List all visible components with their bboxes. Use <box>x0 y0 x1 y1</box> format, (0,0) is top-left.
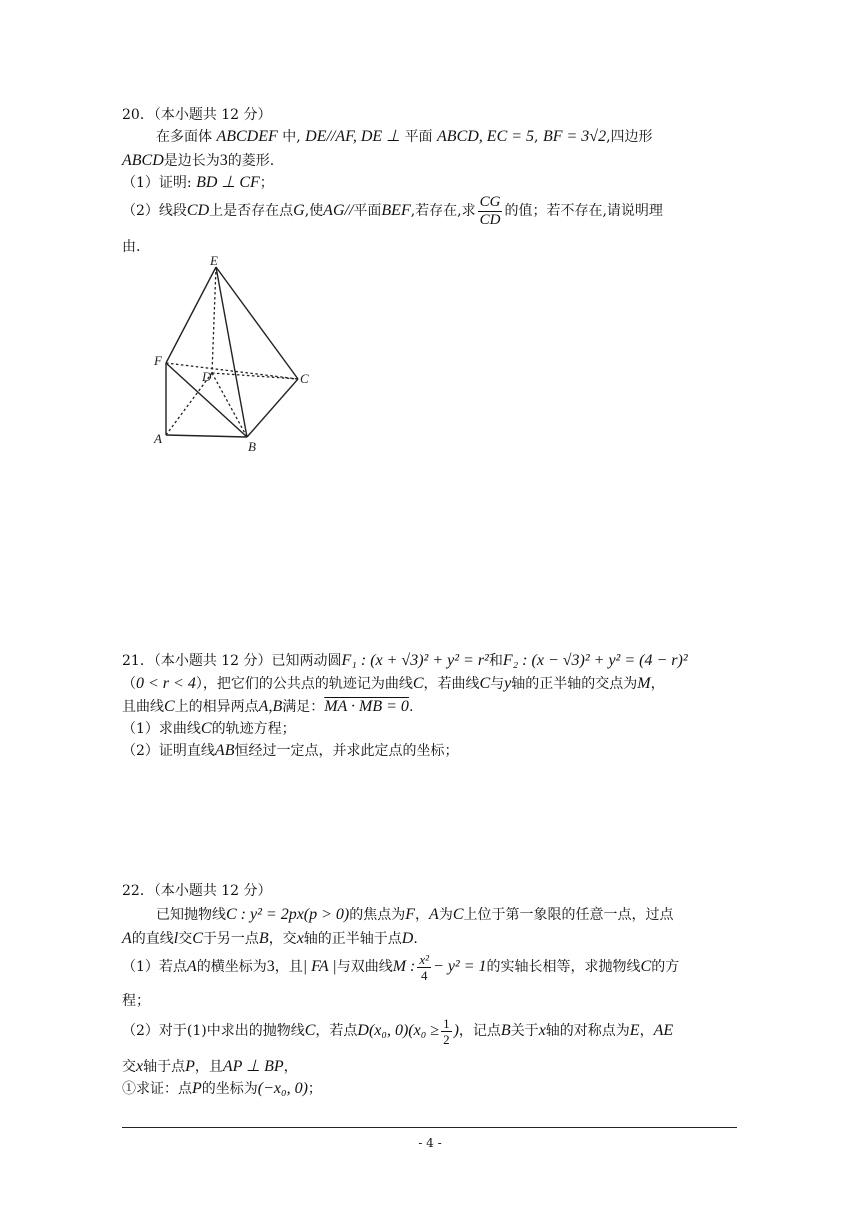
q20-line2: ABCD是边长为3的菱形. <box>122 152 275 169</box>
q20-fraction: $\frac{CG}{CD}$ <box>479 193 501 228</box>
label-B: B <box>248 439 256 454</box>
q22-part1-end: 程； <box>122 993 150 1009</box>
label-F: F <box>154 353 162 368</box>
q21-part2: （2）证明直线AB恒经过一定点，并求此定点的坐标； <box>122 742 459 759</box>
edge-EB <box>216 267 247 437</box>
q22-part2-line2: 交x轴于点P，且AP ⊥ BP， <box>122 1058 298 1075</box>
label-A: A <box>154 431 162 446</box>
q21-line3: 且曲线C上的相异两点A,B满足：MA · MB = 0. <box>122 698 414 715</box>
page-number: - 4 - <box>418 1136 442 1150</box>
edge-DC <box>212 373 298 379</box>
q20-part2-end: 由. <box>122 239 141 255</box>
edge-BC <box>247 379 298 437</box>
q22-part1: （1）若点A的横坐标为3，且| FA |与双曲线M : $\frac{\text{x²}}{4}$ − y² = 1的实轴长相等，求抛物线C的方 <box>122 951 680 983</box>
q22-line2: A的直线l交C于另一点B，交x轴的正半轴于点D. <box>122 930 418 947</box>
q21-line1: 21．（本小题共 12 分）已知两动圆F₁ : (x + √3)² + y² = r²和F₂ : (x − √3)² + y² = (4 − r)² <box>122 652 688 669</box>
edge-EC <box>216 267 298 379</box>
q20-header: 20．（本小题共 12 分） <box>122 107 272 123</box>
q22-line1: 已知抛物线C : y² = 2px(p > 0)的焦点为F，A为C上位于第一象限的任意一点，过点 <box>156 906 674 923</box>
label-D: D <box>202 369 212 384</box>
edge-AB <box>166 435 247 437</box>
footer-rule <box>122 1127 737 1128</box>
q21-line2: （0 < r < 4），把它们的公共点的轨迹记为曲线C，若曲线C与y轴的正半轴的交点为M， <box>122 675 665 692</box>
q22-part2-line3: ①求证：点P的坐标为(−x₀, 0)； <box>122 1080 322 1097</box>
q20-line1: 在多面体 ABCDEF 中, DE//AF, DE ⊥ 平面 ABCD, EC = 5, BF = 3√2,四边形 <box>156 128 653 145</box>
q22-header: 22．（本小题共 12 分） <box>122 883 272 899</box>
label-C: C <box>300 371 309 386</box>
q22-hyperbola-fraction: $\frac{\text{x²}}{4}$ <box>419 951 430 983</box>
edge-EF <box>166 267 216 363</box>
q21-part1: （1）求曲线C的轨迹方程； <box>122 720 296 737</box>
polyhedron-figure <box>150 255 320 455</box>
q22-part2-line1: （2）对于(1)中求出的抛物线C，若点D(x₀, 0)(x₀ ≥ $\frac{1}{2}$ )，记点B关于x轴的对称点为E，AE <box>122 1015 674 1047</box>
edge-FC <box>166 363 298 379</box>
label-E: E <box>210 255 218 268</box>
edge-ED <box>212 267 216 373</box>
q20-part2: （2）线段CD上是否存在点G,使AG//平面BEF,若存在,求 $\frac{CG}{CD}$ 的值；若不存在,请说明理 <box>122 193 663 228</box>
q20-part1: （1）证明: BD ⊥ CF； <box>122 174 274 191</box>
q22-half-fraction: $\frac{1}{2}$ <box>443 1015 450 1047</box>
